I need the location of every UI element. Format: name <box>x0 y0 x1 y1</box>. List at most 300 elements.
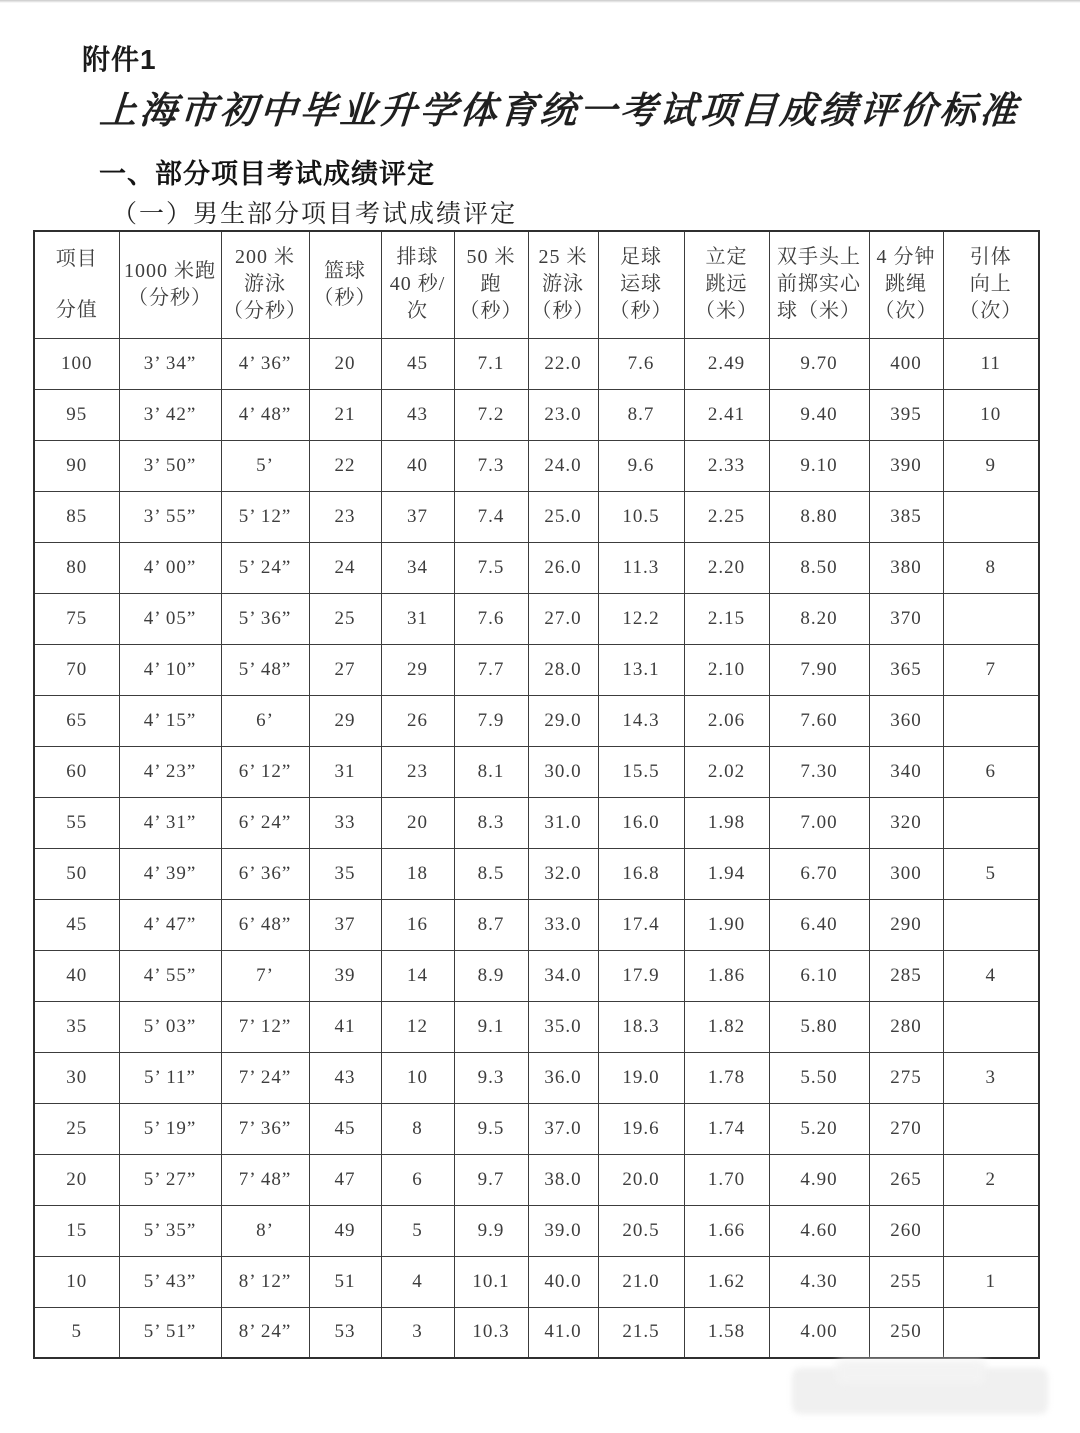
table-cell: 43 <box>381 389 454 440</box>
table-cell: 8 <box>943 542 1039 593</box>
table-cell: 6.70 <box>769 848 869 899</box>
table-cell: 7’ 12” <box>221 1001 309 1052</box>
table-cell: 1.78 <box>684 1052 769 1103</box>
column-header-line: 引体 <box>969 246 1012 269</box>
table-cell: 19.0 <box>598 1052 684 1103</box>
table-cell: 8.80 <box>769 491 869 542</box>
table-cell: 31 <box>381 593 454 644</box>
column-header-line: 200 米 <box>235 246 295 269</box>
table-cell: 8.50 <box>769 542 869 593</box>
column-header-line: （分秒） <box>128 286 212 309</box>
table-cell: 4’ 10” <box>119 644 221 695</box>
table-cell <box>943 1205 1039 1256</box>
score-cell: 85 <box>34 491 119 542</box>
table-cell: 4 <box>381 1256 454 1307</box>
table-cell: 5.50 <box>769 1052 869 1103</box>
table-cell: 380 <box>869 542 943 593</box>
table-row <box>34 338 1039 389</box>
table-cell: 7.7 <box>454 644 528 695</box>
table-cell: 5’ 12” <box>221 491 309 542</box>
table-cell: 23 <box>381 746 454 797</box>
column-header <box>769 231 869 338</box>
table-cell: 3’ 34” <box>119 338 221 389</box>
blurred-watermark <box>792 1368 1048 1414</box>
table-cell: 29 <box>381 644 454 695</box>
table-cell: 1.62 <box>684 1256 769 1307</box>
table-cell: 47 <box>309 1154 381 1205</box>
column-header <box>119 231 221 338</box>
table-cell <box>943 695 1039 746</box>
table-cell: 7.2 <box>454 389 528 440</box>
table-cell: 5’ 03” <box>119 1001 221 1052</box>
table-cell: 7.4 <box>454 491 528 542</box>
table-cell: 5’ 24” <box>221 542 309 593</box>
table-cell: 35 <box>309 848 381 899</box>
table-cell: 250 <box>869 1307 943 1358</box>
table-cell: 7.6 <box>454 593 528 644</box>
table-cell: 3 <box>381 1307 454 1358</box>
table-cell <box>943 899 1039 950</box>
table-cell: 7 <box>943 644 1039 695</box>
column-header-line: 项目 <box>55 247 98 270</box>
table-cell: 14.3 <box>598 695 684 746</box>
table-cell: 9.70 <box>769 338 869 389</box>
column-header <box>381 231 454 338</box>
table-cell: 6’ 12” <box>221 746 309 797</box>
table-cell: 9.5 <box>454 1103 528 1154</box>
attachment-label: 附件1 <box>82 44 157 75</box>
column-header-line: 前掷实心 <box>777 273 861 296</box>
table-cell: 22 <box>309 440 381 491</box>
table-cell: 37 <box>381 491 454 542</box>
column-header <box>943 231 1039 338</box>
column-header-line: 球（米） <box>777 300 861 323</box>
column-header-line: 立定 <box>705 246 748 269</box>
table-cell: 2.20 <box>684 542 769 593</box>
table-cell: 9.7 <box>454 1154 528 1205</box>
column-header-line: （秒） <box>531 300 595 323</box>
table-cell: 2.06 <box>684 695 769 746</box>
table-cell: 4’ 00” <box>119 542 221 593</box>
table-cell: 1.98 <box>684 797 769 848</box>
table-cell: 17.9 <box>598 950 684 1001</box>
table-cell: 38.0 <box>528 1154 598 1205</box>
table-cell <box>943 1103 1039 1154</box>
table-cell: 1.94 <box>684 848 769 899</box>
table-cell: 7.30 <box>769 746 869 797</box>
table-cell: 5’ 48” <box>221 644 309 695</box>
table-cell: 1.66 <box>684 1205 769 1256</box>
table-cell: 6’ <box>221 695 309 746</box>
table-cell: 15.5 <box>598 746 684 797</box>
table-cell: 8’ <box>221 1205 309 1256</box>
score-cell: 45 <box>34 899 119 950</box>
table-cell: 18.3 <box>598 1001 684 1052</box>
table-cell: 290 <box>869 899 943 950</box>
table-cell: 11.3 <box>598 542 684 593</box>
column-header-line: （次） <box>874 300 938 323</box>
table-cell: 22.0 <box>528 338 598 389</box>
table-cell: 28.0 <box>528 644 598 695</box>
table-cell: 51 <box>309 1256 381 1307</box>
score-cell: 15 <box>34 1205 119 1256</box>
table-cell: 2.02 <box>684 746 769 797</box>
table-cell: 40 <box>381 440 454 491</box>
table-cell: 5 <box>381 1205 454 1256</box>
score-cell: 75 <box>34 593 119 644</box>
table-cell: 370 <box>869 593 943 644</box>
table-cell: 4’ 05” <box>119 593 221 644</box>
table-cell: 26 <box>381 695 454 746</box>
column-header-line: 次 <box>407 300 428 323</box>
table-cell: 9 <box>943 440 1039 491</box>
table-cell: 3’ 50” <box>119 440 221 491</box>
table-cell: 34 <box>381 542 454 593</box>
table-cell: 10 <box>381 1052 454 1103</box>
table-cell: 41.0 <box>528 1307 598 1358</box>
table-cell: 39.0 <box>528 1205 598 1256</box>
table-row <box>34 1307 1039 1358</box>
table-cell: 3’ 42” <box>119 389 221 440</box>
table-cell: 10 <box>943 389 1039 440</box>
table-row <box>34 542 1039 593</box>
column-header-line: （分秒） <box>223 300 307 323</box>
table-cell: 30.0 <box>528 746 598 797</box>
table-cell: 10.1 <box>454 1256 528 1307</box>
column-header-line: 排球 <box>396 246 439 269</box>
table-cell: 8’ 12” <box>221 1256 309 1307</box>
table-row <box>34 1052 1039 1103</box>
table-cell: 4.00 <box>769 1307 869 1358</box>
column-header-line: 足球 <box>620 246 662 269</box>
table-cell: 5’ 36” <box>221 593 309 644</box>
table-cell: 2.41 <box>684 389 769 440</box>
table-cell: 1.90 <box>684 899 769 950</box>
column-header-line: 向上 <box>969 273 1012 296</box>
table-cell: 9.9 <box>454 1205 528 1256</box>
table-cell: 5 <box>943 848 1039 899</box>
table-cell: 37 <box>309 899 381 950</box>
table-cell: 36.0 <box>528 1052 598 1103</box>
table-cell: 8.9 <box>454 950 528 1001</box>
table-cell: 6’ 24” <box>221 797 309 848</box>
table-cell: 29 <box>309 695 381 746</box>
table-cell: 360 <box>869 695 943 746</box>
table-cell: 1 <box>943 1256 1039 1307</box>
table-cell: 390 <box>869 440 943 491</box>
table-cell: 7.5 <box>454 542 528 593</box>
table-row <box>34 1103 1039 1154</box>
table-cell: 20.5 <box>598 1205 684 1256</box>
column-header-line: 游泳 <box>244 273 286 296</box>
table-cell: 31.0 <box>528 797 598 848</box>
table-cell: 21.0 <box>598 1256 684 1307</box>
score-cell: 60 <box>34 746 119 797</box>
table-cell: 10.5 <box>598 491 684 542</box>
table-cell: 6.10 <box>769 950 869 1001</box>
column-header-line: 跑 <box>480 273 502 296</box>
table-cell: 2.33 <box>684 440 769 491</box>
table-cell: 14 <box>381 950 454 1001</box>
table-cell: 5.20 <box>769 1103 869 1154</box>
table-cell: 6 <box>943 746 1039 797</box>
column-header <box>528 231 598 338</box>
score-cell: 65 <box>34 695 119 746</box>
column-header <box>869 231 943 338</box>
table-cell: 320 <box>869 797 943 848</box>
table-cell: 8.1 <box>454 746 528 797</box>
table-cell: 12 <box>381 1001 454 1052</box>
table-cell: 7.3 <box>454 440 528 491</box>
table-cell: 1.70 <box>684 1154 769 1205</box>
table-cell: 4’ 31” <box>119 797 221 848</box>
table-cell: 21.5 <box>598 1307 684 1358</box>
table-row <box>34 848 1039 899</box>
column-header-line: （次） <box>959 300 1023 323</box>
score-cell: 95 <box>34 389 119 440</box>
table-cell: 5’ 19” <box>119 1103 221 1154</box>
table-row <box>34 644 1039 695</box>
table-cell: 37.0 <box>528 1103 598 1154</box>
table-row <box>34 899 1039 950</box>
table-cell: 17.4 <box>598 899 684 950</box>
score-cell: 10 <box>34 1256 119 1307</box>
table-cell: 1.82 <box>684 1001 769 1052</box>
column-header-line: （秒） <box>609 300 673 323</box>
table-cell: 8’ 24” <box>221 1307 309 1358</box>
column-header-line: 双手头上 <box>777 246 861 269</box>
score-table <box>33 230 1040 1359</box>
table-row <box>34 1154 1039 1205</box>
table-cell: 4’ 15” <box>119 695 221 746</box>
table-cell: 39 <box>309 950 381 1001</box>
table-cell: 29.0 <box>528 695 598 746</box>
table-cell: 2.49 <box>684 338 769 389</box>
table-row <box>34 1256 1039 1307</box>
table-cell: 4’ 47” <box>119 899 221 950</box>
table-cell: 9.10 <box>769 440 869 491</box>
table-cell: 9.3 <box>454 1052 528 1103</box>
table-cell: 4’ 48” <box>221 389 309 440</box>
table-cell: 41 <box>309 1001 381 1052</box>
table-cell: 395 <box>869 389 943 440</box>
table-header-row <box>34 231 1039 338</box>
column-header-line: （米） <box>695 300 758 323</box>
table-row <box>34 695 1039 746</box>
score-cell: 55 <box>34 797 119 848</box>
score-cell: 25 <box>34 1103 119 1154</box>
table-cell: 8 <box>381 1103 454 1154</box>
table-cell: 24 <box>309 542 381 593</box>
table-cell: 7.00 <box>769 797 869 848</box>
column-header <box>309 231 381 338</box>
column-header-line: 1000 米跑 <box>124 259 216 282</box>
column-header <box>454 231 528 338</box>
table-cell: 1.86 <box>684 950 769 1001</box>
table-cell: 4’ 55” <box>119 950 221 1001</box>
column-header <box>221 231 309 338</box>
table-cell: 7.9 <box>454 695 528 746</box>
table-cell: 4’ 39” <box>119 848 221 899</box>
table-cell: 33.0 <box>528 899 598 950</box>
table-cell: 400 <box>869 338 943 389</box>
score-cell: 40 <box>34 950 119 1001</box>
subsection-heading: （一）男生部分项目考试成绩评定 <box>112 201 518 228</box>
table-cell: 45 <box>309 1103 381 1154</box>
column-header-line: 25 米 <box>538 246 588 269</box>
table-cell: 265 <box>869 1154 943 1205</box>
table-cell: 6 <box>381 1154 454 1205</box>
table-cell: 32.0 <box>528 848 598 899</box>
table-cell: 4.30 <box>769 1256 869 1307</box>
table-cell: 365 <box>869 644 943 695</box>
table-cell: 270 <box>869 1103 943 1154</box>
table-cell: 43 <box>309 1052 381 1103</box>
score-cell: 100 <box>34 338 119 389</box>
table-cell: 10.3 <box>454 1307 528 1358</box>
column-header-line: 跳远 <box>705 273 748 296</box>
table-cell: 7’ <box>221 950 309 1001</box>
column-header-line: 篮球 <box>324 259 366 282</box>
table-cell: 20.0 <box>598 1154 684 1205</box>
table-cell: 7.6 <box>598 338 684 389</box>
column-header-line: 50 米 <box>466 246 516 269</box>
table-cell: 5.80 <box>769 1001 869 1052</box>
table-cell: 34.0 <box>528 950 598 1001</box>
table-cell: 40.0 <box>528 1256 598 1307</box>
table-cell: 20 <box>309 338 381 389</box>
table-row <box>34 593 1039 644</box>
table-cell: 5’ 43” <box>119 1256 221 1307</box>
table-cell: 16 <box>381 899 454 950</box>
score-cell: 35 <box>34 1001 119 1052</box>
score-cell: 50 <box>34 848 119 899</box>
score-cell: 80 <box>34 542 119 593</box>
table-cell: 26.0 <box>528 542 598 593</box>
table-cell: 19.6 <box>598 1103 684 1154</box>
table-cell: 5’ <box>221 440 309 491</box>
table-cell: 4.60 <box>769 1205 869 1256</box>
table-cell: 2.25 <box>684 491 769 542</box>
table-cell: 8.7 <box>454 899 528 950</box>
table-cell: 7’ 24” <box>221 1052 309 1103</box>
table-cell: 5’ 11” <box>119 1052 221 1103</box>
blurred-watermark-highlight <box>836 1360 986 1384</box>
table-cell: 20 <box>381 797 454 848</box>
table-cell: 4.90 <box>769 1154 869 1205</box>
table-cell: 5’ 27” <box>119 1154 221 1205</box>
table-cell: 33 <box>309 797 381 848</box>
table-cell: 13.1 <box>598 644 684 695</box>
table-cell: 11 <box>943 338 1039 389</box>
table-cell: 7.60 <box>769 695 869 746</box>
table-cell: 3 <box>943 1052 1039 1103</box>
table-cell <box>943 797 1039 848</box>
column-header-line: （秒） <box>459 300 523 323</box>
table-cell: 31 <box>309 746 381 797</box>
column-header-line: 游泳 <box>542 273 584 296</box>
table-cell: 16.0 <box>598 797 684 848</box>
column-header <box>598 231 684 338</box>
table-cell: 7’ 48” <box>221 1154 309 1205</box>
table-cell: 7.90 <box>769 644 869 695</box>
table-cell <box>943 491 1039 542</box>
table-cell: 2 <box>943 1154 1039 1205</box>
column-header <box>684 231 769 338</box>
table-cell: 7.1 <box>454 338 528 389</box>
score-cell: 30 <box>34 1052 119 1103</box>
table-row <box>34 1205 1039 1256</box>
table-cell: 4 <box>943 950 1039 1001</box>
table-row <box>34 950 1039 1001</box>
table-cell: 8.7 <box>598 389 684 440</box>
table-cell: 4’ 36” <box>221 338 309 389</box>
section-heading: 一、部分项目考试成绩评定 <box>99 159 435 189</box>
table-cell: 8.20 <box>769 593 869 644</box>
table-cell: 24.0 <box>528 440 598 491</box>
table-cell: 6.40 <box>769 899 869 950</box>
table-cell: 5’ 51” <box>119 1307 221 1358</box>
table-cell: 285 <box>869 950 943 1001</box>
table-cell: 255 <box>869 1256 943 1307</box>
table-cell: 5’ 35” <box>119 1205 221 1256</box>
table-cell: 9.40 <box>769 389 869 440</box>
table-cell: 300 <box>869 848 943 899</box>
column-header-line: （秒） <box>313 286 377 309</box>
table-cell: 6’ 48” <box>221 899 309 950</box>
table-cell: 23.0 <box>528 389 598 440</box>
table-cell <box>943 1307 1039 1358</box>
table-cell: 8.3 <box>454 797 528 848</box>
table-row <box>34 491 1039 542</box>
table-cell: 27.0 <box>528 593 598 644</box>
table-cell: 6’ 36” <box>221 848 309 899</box>
table-cell: 16.8 <box>598 848 684 899</box>
table-row <box>34 746 1039 797</box>
score-cell: 5 <box>34 1307 119 1358</box>
table-cell: 25 <box>309 593 381 644</box>
table-row <box>34 389 1039 440</box>
table-cell: 280 <box>869 1001 943 1052</box>
column-header-line: 40 秒/ <box>389 273 446 296</box>
table-cell: 2.10 <box>684 644 769 695</box>
table-cell <box>943 593 1039 644</box>
table-row <box>34 1001 1039 1052</box>
table-cell: 8.5 <box>454 848 528 899</box>
table-cell: 25.0 <box>528 491 598 542</box>
column-header-line: 分值 <box>55 298 98 321</box>
table-cell: 21 <box>309 389 381 440</box>
table-cell: 4’ 23” <box>119 746 221 797</box>
table-cell: 1.74 <box>684 1103 769 1154</box>
table-cell: 12.2 <box>598 593 684 644</box>
table-cell: 53 <box>309 1307 381 1358</box>
table-cell: 9.1 <box>454 1001 528 1052</box>
column-header-line: 跳绳 <box>885 273 927 296</box>
table-cell: 3’ 55” <box>119 491 221 542</box>
column-header-score <box>34 231 119 338</box>
table-cell: 18 <box>381 848 454 899</box>
table-cell: 275 <box>869 1052 943 1103</box>
table-cell: 23 <box>309 491 381 542</box>
table-cell: 27 <box>309 644 381 695</box>
column-header-line: 4 分钟 <box>876 246 936 269</box>
table-row <box>34 440 1039 491</box>
score-cell: 20 <box>34 1154 119 1205</box>
table-cell: 385 <box>869 491 943 542</box>
table-cell: 340 <box>869 746 943 797</box>
document-title: 上海市初中毕业升学体育统一考试项目成绩评价标准 <box>98 88 1022 132</box>
